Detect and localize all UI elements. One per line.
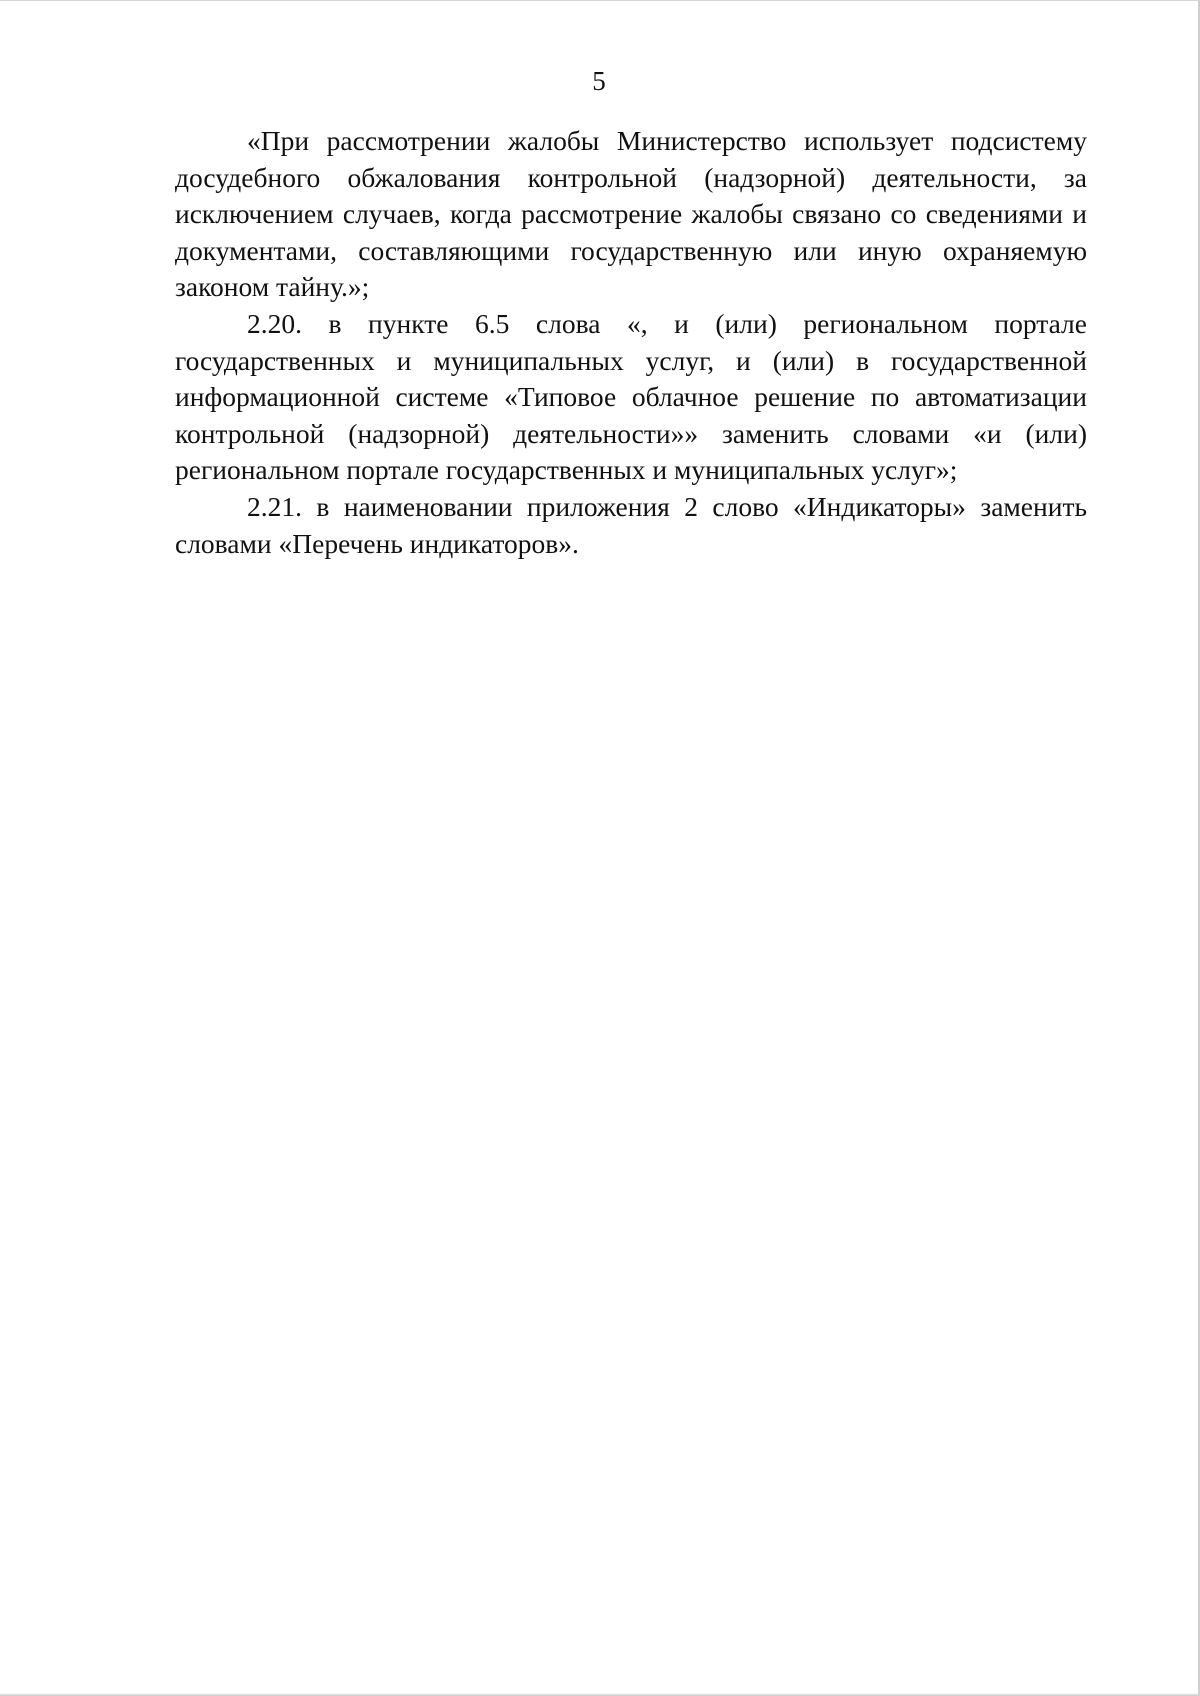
paragraph-item-2-20: 2.20. в пункте 6.5 слова «, и (или) региональном портале государственных и муниципальных услуг, и (или) в государственной информационной системе «Типовое облачное решение по автоматизации контрольной (надзорной) деятельности»» заменить словами «и (или) региональном портале государственных и муниципальных услуг»;	[175, 307, 1087, 486]
page-number: 5	[592, 66, 606, 96]
paragraph-item-2-21: 2.21. в наименовании приложения 2 слово «Индикаторы» заменить словами «Перечень индикаторов».	[175, 490, 1087, 559]
paragraph-complaint-review: «При рассмотрении жалобы Министерство использует подсистему досудебного обжалования контрольной (надзорной) деятельности, за исключением случаев, когда рассмотрение жалобы связано со сведениями и документами, составляющими государственную или иную охраняемую законом тайну.»;	[175, 125, 1087, 303]
document-body	[175, 123, 1087, 562]
